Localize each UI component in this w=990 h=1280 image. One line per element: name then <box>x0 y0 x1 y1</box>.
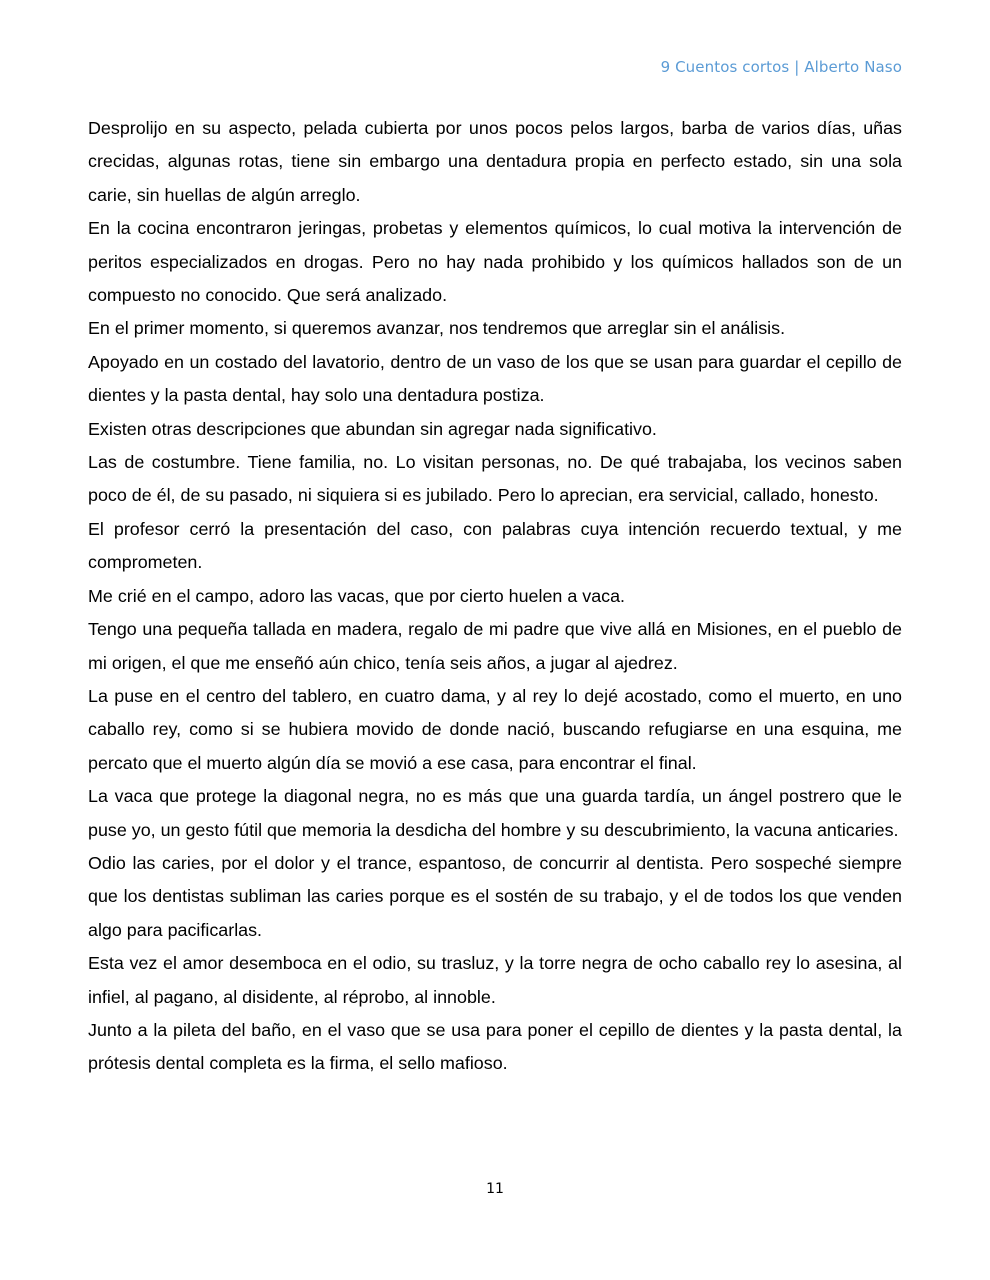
paragraph: Las de costumbre. Tiene familia, no. Lo visitan personas, no. De qué trabajaba, los vecinos saben poco de él, de su pasado, ni siquiera si es jubilado. Pero lo aprecian, era servicial, callado, honesto. <box>88 452 902 506</box>
paragraph: Junto a la pileta del baño, en el vaso que se usa para poner el cepillo de dientes y la pasta dental, la prótesis dental completa es la firma, el sello mafioso. <box>88 1019 902 1074</box>
paragraph: En la cocina encontraron jeringas, probetas y elementos químicos, lo cual motiva la intervención de peritos especializados en drogas. Pero no hay nada prohibido y los químicos hallados son de un compuesto no conocido. Que será analizado. <box>88 218 902 306</box>
paragraph: La vaca que protege la diagonal negra, no es más que una guarda tardía, un ángel postrero que le puse yo, un gesto fútil que memoria la desdicha del hombre y su descubrimiento, la vacuna anticaries. <box>88 786 902 840</box>
paragraph: La puse en el centro del tablero, en cuatro dama, y al rey lo dejé acostado, como el muerto, en uno caballo rey, como si se hubiera movido de donde nació, buscando refugiarse en una esquina, me percato que el muerto algún día se movió a ese casa, para encontrar el final. <box>88 685 902 773</box>
paragraph: El profesor cerró la presentación del caso, con palabras cuya intención recuerdo textual, y me comprometen. <box>88 518 902 573</box>
running-header-title: 9 Cuentos cortos | Alberto Naso <box>660 58 902 76</box>
paragraph: Apoyado en un costado del lavatorio, dentro de un vaso de los que se usan para guardar el cepillo de dientes y la pasta dental, hay solo una dentadura postiza. <box>88 351 902 406</box>
page-number: 11 <box>486 1181 504 1197</box>
paragraph: Esta vez el amor desemboca en el odio, su trasluz, y la torre negra de ocho caballo rey lo asesina, al infiel, al pagano, al disidente, al réprobo, al innoble. <box>88 953 902 1007</box>
paragraph: Me crié en el campo, adoro las vacas, que por cierto huelen a vaca. <box>88 585 626 606</box>
body-text <box>88 112 902 1081</box>
paragraph: Desprolijo en su aspecto, pelada cubierta por unos pocos pelos largos, barba de varios días, uñas crecidas, algunas rotas, tiene sin embargo una dentadura propia en perfecto estado, sin una sola carie, sin huellas de algún arreglo. <box>88 118 902 205</box>
paragraph: Odio las caries, por el dolor y el trance, espantoso, de concurrir al dentista. Pero sospeché siempre que los dentistas subliman las caries porque es el sostén de su trabajo, y el de todos los que venden algo para pacificarlas. <box>88 852 902 940</box>
paragraph: Existen otras descripciones que abundan sin agregar nada significativo. <box>88 418 657 439</box>
paragraph: En el primer momento, si queremos avanzar, nos tendremos que arreglar sin el análisis. <box>88 318 786 339</box>
paragraph: Tengo una pequeña tallada en madera, regalo de mi padre que vive allá en Misiones, en el pueblo de mi origen, el que me enseñó aún chico, tenía seis años, a jugar al ajedrez. <box>88 619 902 673</box>
